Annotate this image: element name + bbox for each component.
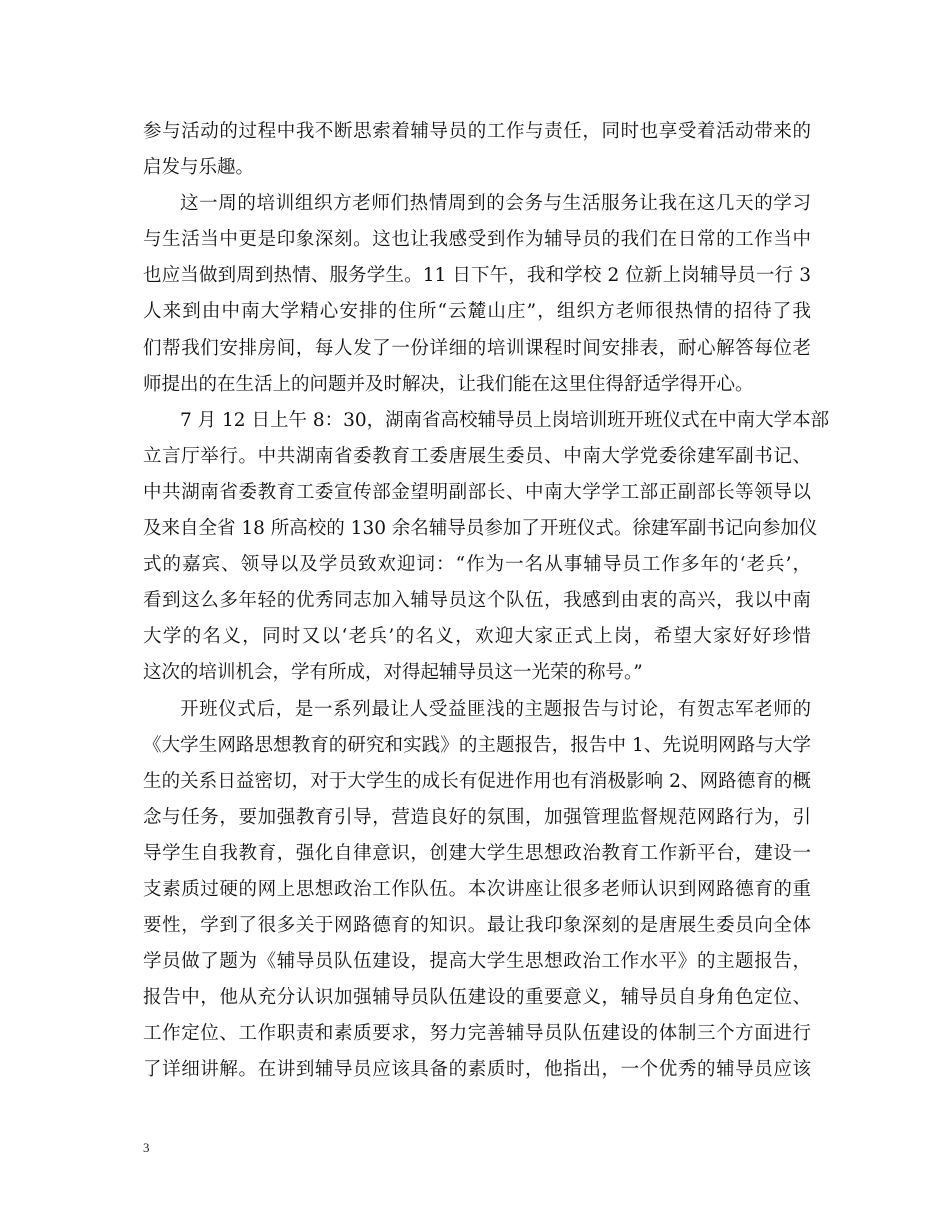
text-line: 式的嘉宾、领导以及学员致欢迎词：“作为一名从事辅导员工作多年的‘老兵’， <box>143 554 811 576</box>
paragraph <box>143 403 830 692</box>
paragraph <box>143 692 811 1089</box>
page-number: 3 <box>143 1140 150 1155</box>
text-line: 开班仪式后，是一系列最让人受益匪浅的主题报告与讨论，有贺志军老师的 <box>180 698 811 720</box>
text-line: 们帮我们安排房间，每人发了一份详细的培训课程时间安排表，耐心解答每位老 <box>143 337 811 359</box>
text-line: 及来自全省 18 所高校的 130 余名辅导员参加了开班仪式。徐建军副书记向参加仪 <box>143 518 818 540</box>
text-line: 7 月 12 日上午 8：30，湖南省高校辅导员上岗培训班开班仪式在中南大学本部 <box>180 409 830 431</box>
body-text <box>143 114 830 1089</box>
text-line: 与生活当中更是印象深刻。这也让我感受到作为辅导员的我们在日常的工作当中 <box>143 229 811 251</box>
text-line: 这一周的培训组织方老师们热情周到的会务与生活服务让我在这几天的学习 <box>180 193 811 215</box>
text-line: 要性，学到了很多关于网路德育的知识。最让我印象深刻的是唐展生委员向全体 <box>143 915 811 937</box>
text-line: 《大学生网路思想教育的研究和实践》的主题报告，报告中 1、先说明网路与大学 <box>143 734 811 756</box>
text-line: 导学生自我教育，强化自律意识，创建大学生思想政治教育工作新平台，建设一 <box>143 842 811 864</box>
text-line: 看到这么多年轻的优秀同志加入辅导员这个队伍，我感到由衷的高兴，我以中南 <box>143 590 811 612</box>
paragraph <box>143 186 811 403</box>
text-line: 学员做了题为《辅导员队伍建设，提高大学生思想政治工作水平》的主题报告， <box>143 951 811 973</box>
text-line: 念与任务，要加强教育引导，营造良好的氛围，加强管理监督规范网路行为，引 <box>143 806 811 828</box>
text-line: 生的关系日益密切，对于大学生的成长有促进作用也有消极影响 2、网路德育的概 <box>143 770 811 792</box>
text-line: 了详细讲解。在讲到辅导员应该具备的素质时，他指出，一个优秀的辅导员应该 <box>143 1059 811 1081</box>
text-line: 这次的培训机会，学有所成，对得起辅导员这一光荣的称号。” <box>143 662 643 684</box>
text-line: 启发与乐趣。 <box>143 157 255 179</box>
text-line: 工作定位、工作职责和素质要求，努力完善辅导员队伍建设的体制三个方面进行 <box>143 1023 811 1045</box>
text-line: 师提出的在生活上的问题并及时解决，让我们能在这里住得舒适学得开心。 <box>143 373 754 395</box>
text-line: 参与活动的过程中我不断思索着辅导员的工作与责任，同时也享受着活动带来的 <box>143 121 811 142</box>
text-line: 也应当做到周到热情、服务学生。11 日下午，我和学校 2 位新上岗辅导员一行 3 <box>143 265 811 287</box>
text-line: 大学的名义，同时又以‘老兵’的名义，欢迎大家正式上岗，希望大家好好珍惜 <box>143 626 811 648</box>
text-line: 立言厅举行。中共湖南省委教育工委唐展生委员、中南大学党委徐建军副书记、 <box>143 445 811 467</box>
text-line: 人来到由中南大学精心安排的住所“云麓山庄”，组织方老师很热情的招待了我 <box>143 301 811 323</box>
text-line: 支素质过硬的网上思想政治工作队伍。本次讲座让很多老师认识到网路德育的重 <box>143 878 811 900</box>
paragraph <box>143 114 811 186</box>
text-line: 报告中，他从充分认识加强辅导员队伍建设的重要意义，辅导员自身角色定位、 <box>143 987 811 1009</box>
text-line: 中共湖南省委教育工委宣传部金望明副部长、中南大学学工部正副部长等领导以 <box>143 481 811 503</box>
